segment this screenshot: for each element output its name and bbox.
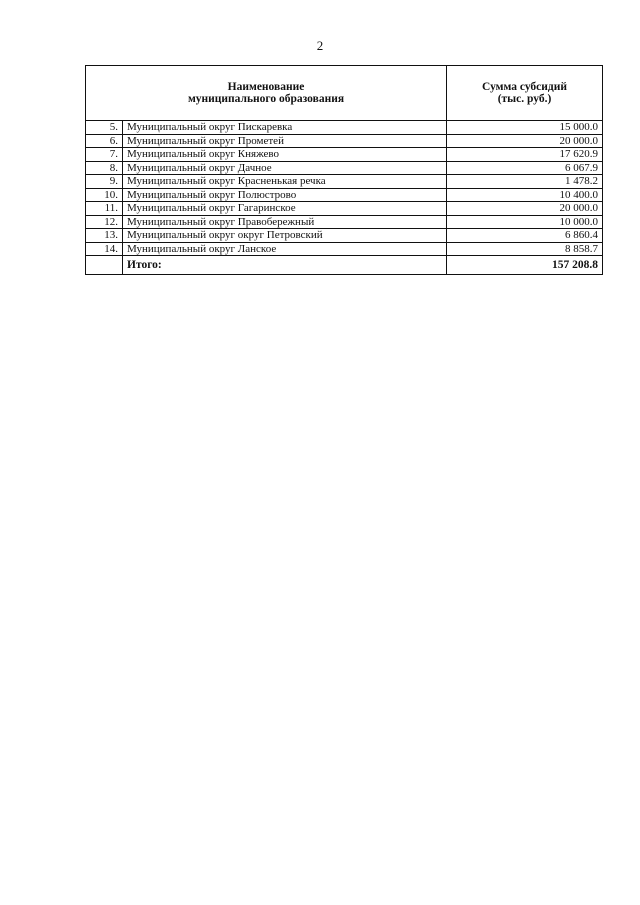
row-number: 12. bbox=[86, 215, 123, 229]
header-sum-cell bbox=[447, 66, 603, 121]
municipality-name: Муниципальный округ Красненькая речка bbox=[123, 175, 447, 189]
municipality-name: Муниципальный округ Дачное bbox=[123, 161, 447, 175]
table-row bbox=[86, 215, 603, 229]
table-row bbox=[86, 175, 603, 189]
subsidy-amount: 17 620.9 bbox=[447, 148, 603, 162]
row-number: 8. bbox=[86, 161, 123, 175]
row-number: 7. bbox=[86, 148, 123, 162]
municipality-name: Муниципальный округ Пискаревка bbox=[123, 121, 447, 135]
municipality-name: Муниципальный округ Прометей bbox=[123, 134, 447, 148]
municipality-name: Муниципальный округ Правобережный bbox=[123, 215, 447, 229]
row-number: 5. bbox=[86, 121, 123, 135]
row-number: 6. bbox=[86, 134, 123, 148]
table-row bbox=[86, 161, 603, 175]
table-row bbox=[86, 188, 603, 202]
table-row bbox=[86, 121, 603, 135]
row-number: 13. bbox=[86, 229, 123, 243]
row-number: 10. bbox=[86, 188, 123, 202]
total-row bbox=[86, 256, 603, 275]
municipality-name: Муниципальный округ округ Петровский bbox=[123, 229, 447, 243]
row-number: 11. bbox=[86, 202, 123, 216]
table-row bbox=[86, 229, 603, 243]
subsidy-amount: 20 000.0 bbox=[447, 202, 603, 216]
subsidy-amount: 10 000.0 bbox=[447, 215, 603, 229]
header-sum-line1: Сумма субсидий bbox=[482, 80, 567, 93]
total-amount: 157 208.8 bbox=[447, 256, 603, 275]
row-number: 9. bbox=[86, 175, 123, 189]
table-row bbox=[86, 202, 603, 216]
subsidy-amount: 6 860.4 bbox=[447, 229, 603, 243]
table-row bbox=[86, 134, 603, 148]
municipality-name: Муниципальный округ Ланское bbox=[123, 242, 447, 256]
header-name-line1: Наименование bbox=[227, 80, 305, 93]
table-header-row bbox=[86, 66, 603, 121]
total-number-cell bbox=[86, 256, 123, 275]
municipality-name: Муниципальный округ Гагаринское bbox=[123, 202, 447, 216]
header-sum-line2: (тыс. руб.) bbox=[497, 93, 552, 105]
subsidy-amount: 6 067.9 bbox=[447, 161, 603, 175]
subsidy-amount: 10 400.0 bbox=[447, 188, 603, 202]
page-number: 2 bbox=[316, 38, 324, 53]
total-label: Итого: bbox=[123, 256, 447, 275]
municipality-name: Муниципальный округ Княжево bbox=[123, 148, 447, 162]
table-row bbox=[86, 242, 603, 256]
subsidy-amount: 8 858.7 bbox=[447, 242, 603, 256]
subsidy-amount: 20 000.0 bbox=[447, 134, 603, 148]
subsidy-amount: 1 478.2 bbox=[447, 175, 603, 189]
row-number: 14. bbox=[86, 242, 123, 256]
municipality-name: Муниципальный округ Полюстрово bbox=[123, 188, 447, 202]
subsidy-amount: 15 000.0 bbox=[447, 121, 603, 135]
subsidies-table bbox=[85, 65, 603, 275]
table-row bbox=[86, 148, 603, 162]
header-name-cell bbox=[86, 66, 447, 121]
header-name-line2: муниципального образования bbox=[187, 93, 345, 105]
